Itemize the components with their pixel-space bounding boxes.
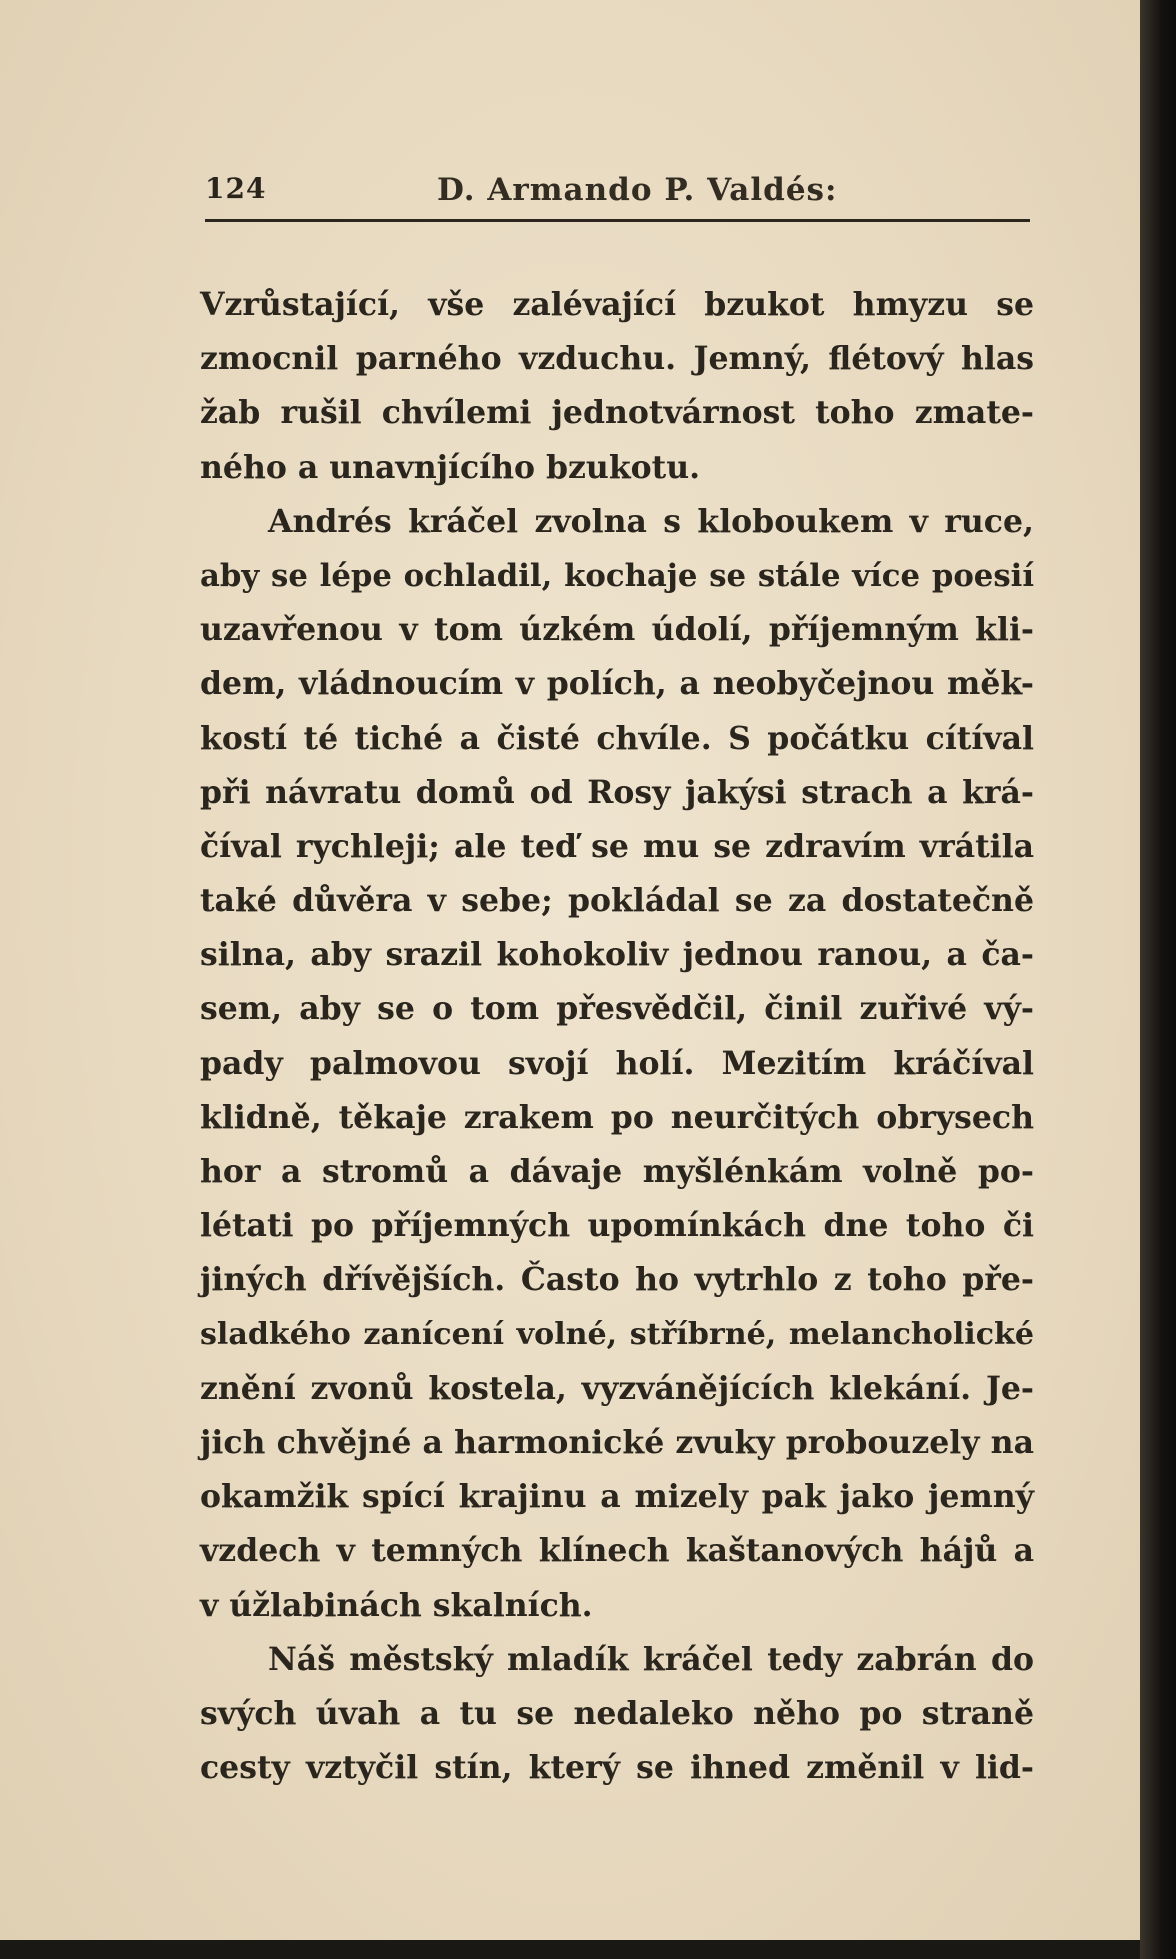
text-line: Vzrůstající, vše zalévající bzukot hmyzu se (200, 286, 1034, 323)
text-line: Náš městský mladík kráčel tedy zabrán do (268, 1640, 1034, 1678)
body-text (200, 278, 1034, 1795)
text-line: silna, aby srazil kohokoliv jednou ranou, a ča- (200, 936, 1034, 974)
text-line: při návratu domů od Rosy jakýsi strach a krá- (200, 773, 1034, 811)
text-line: okamžik spící krajinu a mizely pak jako jemný (200, 1478, 1034, 1516)
text-line: ného a unavnjícího bzukotu. (200, 448, 701, 486)
text-line: pady palmovou svojí holí. Mezitím kráčíval (200, 1044, 1034, 1082)
header-rule (205, 219, 1030, 222)
text-line: klidně, těkaje zrakem po neurčitých obrysech (200, 1098, 1034, 1136)
text-line: zmocnil parného vzduchu. Jemný, flétový hlas (200, 340, 1034, 378)
text-line: sladkého zanícení volné, stříbrné, melancholické (200, 1316, 1034, 1352)
page-header (205, 168, 1030, 208)
text-line: v úžlabinách skalních. (200, 1586, 593, 1624)
text-line: sem, aby se o tom přesvědčil, činil zuřivé vý- (200, 990, 1034, 1028)
book-spine-shadow (1140, 0, 1176, 1959)
text-line: dem, vládnoucím v polích, a neobyčejnou měk- (200, 665, 1034, 703)
running-head: D. Armando P. Valdés: (437, 172, 838, 208)
text-line: uzavřenou v tom úzkém údolí, příjemným kli- (200, 611, 1034, 649)
text-line: cesty vztyčil stín, který se ihned změnil v lid- (200, 1749, 1034, 1787)
text-line: žab rušil chvílemi jednotvárnost toho zmate- (200, 394, 1034, 432)
text-line: číval rychleji; ale teď se mu se zdravím vrátila (200, 827, 1034, 865)
text-line: hor a stromů a dávaje myšlénkám volně po- (200, 1153, 1034, 1190)
text-line: svých úvah a tu se nedaleko něho po straně (200, 1694, 1034, 1732)
text-line: vzdech v temných klínech kaštanových hájů a (200, 1532, 1034, 1570)
text-line: kostí té tiché a čisté chvíle. S počátku cítíval (200, 719, 1034, 757)
text-line: znění zvonů kostela, vyzvánějících klekání. Je- (200, 1369, 1034, 1407)
text-line: aby se lépe ochladil, kochaje se stále více poesií (200, 557, 1034, 594)
text-line: jich chvějné a harmonické zvuky probouzely na (200, 1423, 1034, 1461)
page-number: 124 (205, 172, 267, 205)
text-line: jiných dřívějších. Často ho vytrhlo z toho pře- (200, 1261, 1034, 1299)
text-line: také důvěra v sebe; pokládal se za dostatečně (200, 882, 1034, 920)
text-line: létati po příjemných upomínkách dne toho či (200, 1207, 1034, 1245)
text-line: Andrés kráčel zvolna s kloboukem v ruce, (268, 502, 1034, 540)
